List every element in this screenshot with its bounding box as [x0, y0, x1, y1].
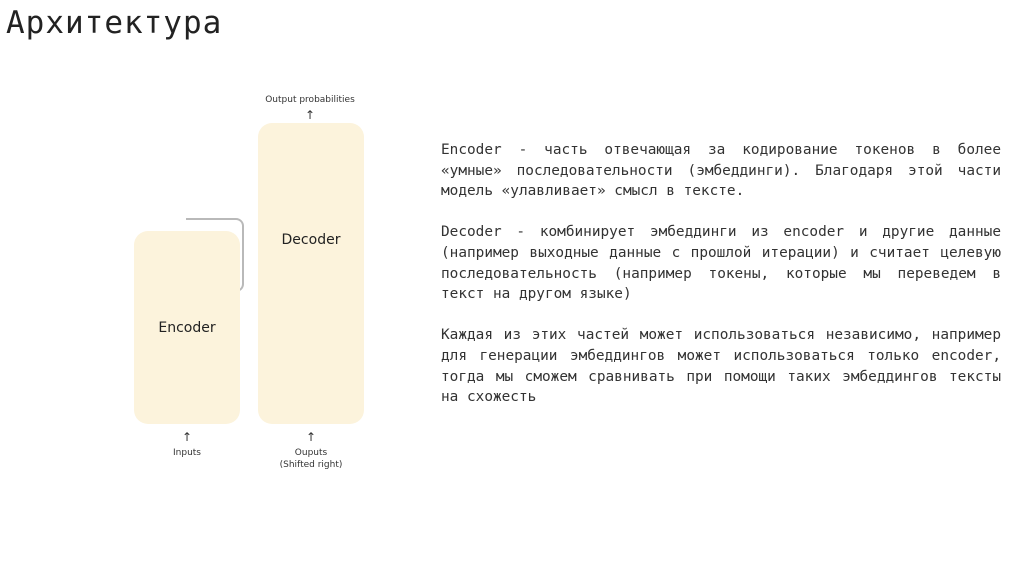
- encoder-paragraph: Encoder - часть отвечающая за кодирование токенов в более «умные» последовательности (эмбеддинги). Благодаря этой части модель «улавливает» смысл в тексте.: [441, 142, 1001, 200]
- decoder-block: [258, 123, 364, 424]
- inputs-arrow-icon: ↑: [181, 430, 193, 444]
- transformer-diagram: [130, 90, 390, 480]
- encoder-label: Encoder: [158, 319, 216, 336]
- decoder-label: Decoder: [281, 231, 341, 248]
- outputs-label: Ouputs: [294, 448, 328, 458]
- inputs-label: Inputs: [173, 448, 201, 458]
- output-probabilities-label: Output probabilities: [265, 95, 355, 105]
- encoder-block: [134, 231, 240, 424]
- outputs-arrow-icon: ↑: [305, 430, 317, 444]
- outputs-shifted-label: (Shifted right): [279, 460, 343, 470]
- description-text: [441, 140, 1001, 428]
- decoder-paragraph: Decoder - комбинирует эмбеддинги из encoder и другие данные (например выходные данные с прошлой итерации) и считает целевую последовательность (например токены, которые мы переведем в текст на другом языке): [441, 224, 1001, 303]
- output-arrow-icon: ↑: [304, 108, 316, 122]
- usage-paragraph: Каждая из этих частей может использоваться независимо, например для генерации эмбеддингов может использоваться только encoder, тогда мы сможем сравнивать при помощи таких эмбеддингов тексты на схожесть: [441, 327, 1001, 406]
- slide-title: Архитектура: [6, 5, 223, 41]
